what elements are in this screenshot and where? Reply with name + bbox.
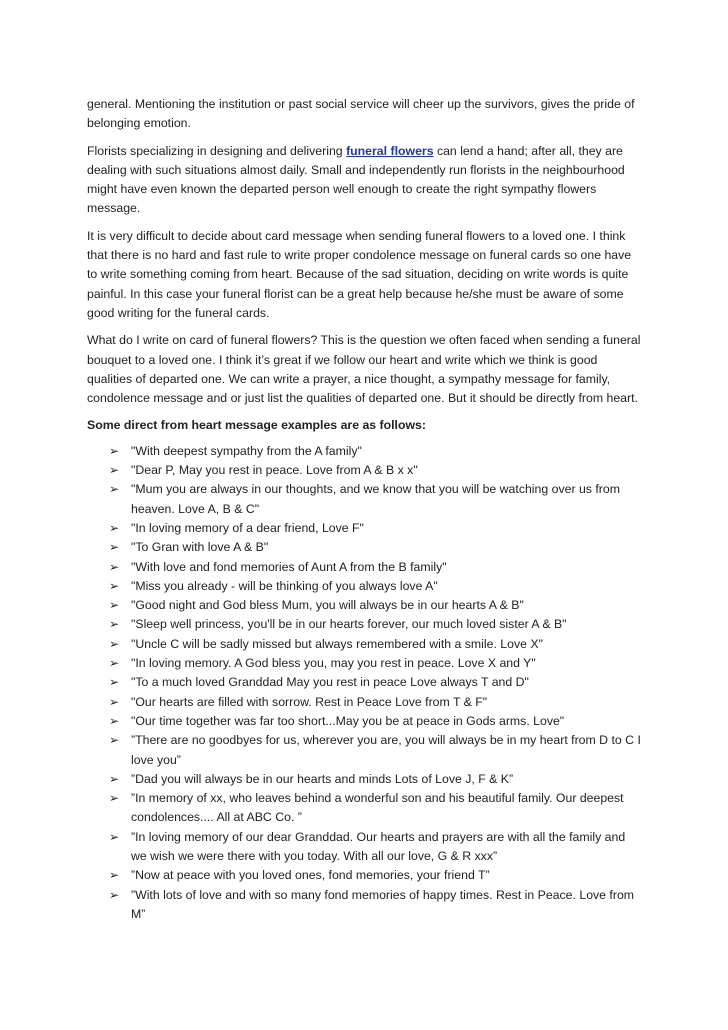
arrow-bullet-icon: ➢ xyxy=(109,733,120,748)
list-item xyxy=(87,538,643,557)
list-item xyxy=(87,731,643,770)
message-text: "Dear P, May you rest in peace. Love from A & B x x" xyxy=(131,463,418,478)
paragraph-intro: general. Mentioning the institution or past social service will cheer up the survivors, gives the pride of belonging emotion. xyxy=(87,97,635,131)
message-text: "In loving memory of a dear friend, Love F" xyxy=(131,520,364,535)
paragraph-florists-end: can lend a hand; after all, they are dealing with such situations almost daily. Small and independently run florists in the neighbourhood might have even known the departed person well enough to create the right sympathy flowers message. xyxy=(87,143,625,216)
list-item xyxy=(87,596,643,615)
list-item xyxy=(87,654,643,673)
message-text: "Miss you already - will be thinking of you always love A" xyxy=(131,578,438,593)
list-item xyxy=(87,558,643,577)
list-item xyxy=(87,519,643,538)
paragraph-card-message: It is very difficult to decide about card message when sending funeral flowers to a loved one. I think that there is no hard and fast rule to write proper condolence message on funeral cards so one have to write something coming from heart. Because of the sad situation, deciding on write words is quite painful. In this case your funeral florist can be a great help because he/she must be aware of some good writing for the funeral cards. xyxy=(87,228,632,320)
arrow-bullet-icon: ➢ xyxy=(109,540,120,555)
arrow-bullet-icon: ➢ xyxy=(109,598,120,613)
list-item xyxy=(87,635,643,654)
message-text: "In loving memory. A God bless you, may you rest in peace. Love X and Y" xyxy=(131,656,536,671)
message-text: "With deepest sympathy from the A family" xyxy=(131,443,362,458)
arrow-bullet-icon: ➢ xyxy=(109,868,120,883)
list-item xyxy=(87,480,643,519)
list-item xyxy=(87,886,643,925)
list-item xyxy=(87,673,643,692)
list-item xyxy=(87,828,643,867)
list-item xyxy=(87,770,643,789)
list-item xyxy=(87,866,643,885)
message-text: "To a much loved Granddad May you rest in peace Love always T and D" xyxy=(131,675,529,690)
paragraph-florists-start: Florists specializing in designing and delivering xyxy=(87,143,347,158)
list-item xyxy=(87,789,643,828)
arrow-bullet-icon: ➢ xyxy=(109,443,120,458)
message-text: "Mum you are always in our thoughts, and we know that you will be watching over us from heaven. Love A, B & C" xyxy=(131,482,620,516)
message-text: "Uncle C will be sadly missed but always remembered with a smile. Love X" xyxy=(131,636,543,651)
paragraph-what-to-write: What do I write on card of funeral flowers? This is the question we often faced when sending a funeral bouquet to a loved one. I think it’s great if we follow our heart and write which we think is good qualities of departed one. We can write a prayer, a nice thought, a sympathy message for family, condolence message and or just list the qualities of departed one. But it should be directly from heart. xyxy=(87,333,641,406)
message-text: "To Gran with love A & B" xyxy=(131,540,269,555)
message-text: "Sleep well princess, you'll be in our hearts forever, our much loved sister A & B" xyxy=(131,617,567,632)
list-item xyxy=(87,615,643,634)
arrow-bullet-icon: ➢ xyxy=(109,482,120,497)
arrow-bullet-icon: ➢ xyxy=(109,829,120,844)
message-text: ”Now at peace with you loved ones, fond memories, your friend T” xyxy=(131,868,490,883)
message-text: "With love and fond memories of Aunt A from the B family" xyxy=(131,559,447,574)
list-item xyxy=(87,461,643,480)
arrow-bullet-icon: ➢ xyxy=(109,694,120,709)
arrow-bullet-icon: ➢ xyxy=(109,520,120,535)
message-text: ”In loving memory of our dear Granddad. Our hearts and prayers are with all the family and we wish we were there with you today. With all our love, G & R xxx” xyxy=(131,829,626,863)
list-item xyxy=(87,442,643,461)
arrow-bullet-icon: ➢ xyxy=(109,791,120,806)
funeral-flowers-link[interactable]: funeral flowers xyxy=(346,143,434,158)
arrow-bullet-icon: ➢ xyxy=(109,463,120,478)
arrow-bullet-icon: ➢ xyxy=(109,559,120,574)
document-body xyxy=(87,95,643,924)
list-item xyxy=(87,693,643,712)
arrow-bullet-icon: ➢ xyxy=(109,713,120,728)
message-text: "Our time together was far too short...May you be at peace in Gods arms. Love" xyxy=(131,713,565,728)
message-text: ”Dad you will always be in our hearts and minds Lots of Love J, F & K” xyxy=(131,771,514,786)
arrow-bullet-icon: ➢ xyxy=(109,617,120,632)
list-item xyxy=(87,712,643,731)
message-text: ”With lots of love and with so many fond memories of happy times. Rest in Peace. Love from M” xyxy=(131,887,635,921)
arrow-bullet-icon: ➢ xyxy=(109,578,120,593)
message-list xyxy=(87,442,643,924)
arrow-bullet-icon: ➢ xyxy=(109,675,120,690)
message-text: ”There are no goodbyes for us, wherever you are, you will always be in my heart from D to C I love you” xyxy=(131,733,641,767)
paragraph-florists xyxy=(87,142,643,219)
message-text: ”In memory of xx, who leaves behind a wonderful son and his beautiful family. Our deepest condolences.... All at ABC Co. ” xyxy=(131,791,624,825)
arrow-bullet-icon: ➢ xyxy=(109,656,120,671)
examples-heading: Some direct from heart message examples are as follows: xyxy=(87,418,426,433)
message-text: "Good night and God bless Mum, you will always be in our hearts A & B" xyxy=(131,598,524,613)
arrow-bullet-icon: ➢ xyxy=(109,887,120,902)
message-text: "Our hearts are filled with sorrow. Rest in Peace Love from T & F" xyxy=(131,694,488,709)
arrow-bullet-icon: ➢ xyxy=(109,636,120,651)
list-item xyxy=(87,577,643,596)
arrow-bullet-icon: ➢ xyxy=(109,771,120,786)
